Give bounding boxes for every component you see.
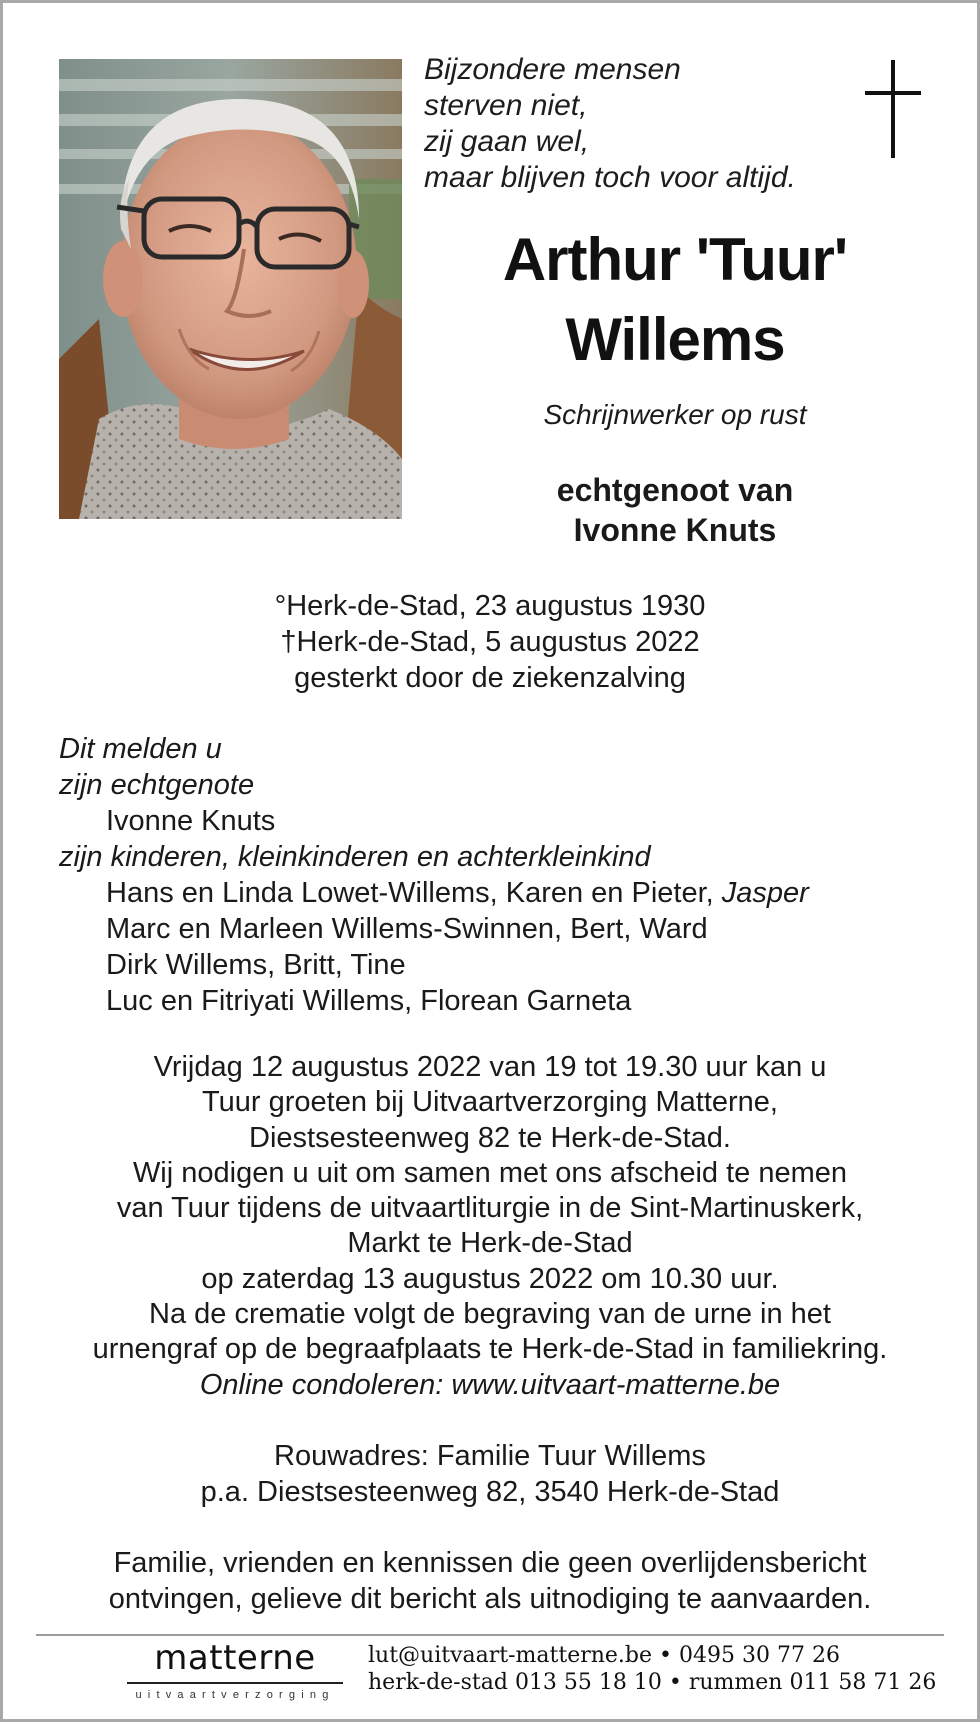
- family-spouse-name: Ivonne Knuts: [106, 805, 276, 837]
- logo-wordmark: matterne: [154, 1638, 316, 1678]
- name-line-2: Willems: [565, 306, 785, 373]
- deceased-name: [440, 220, 910, 380]
- dates: [0, 588, 980, 696]
- name-line-1: Arthur 'Tuur': [502, 226, 848, 293]
- family-child-row: Luc en Fitriyati Willems, Florean Garneta: [106, 985, 632, 1017]
- contact-line-1[interactable]: lut@uitvaart-matterne.be • 0495 30 77 26: [368, 1643, 840, 1668]
- cross-icon: [865, 60, 921, 160]
- contact-line-2[interactable]: herk-de-stad 013 55 18 10 • rummen 011 58 71 26: [368, 1670, 937, 1695]
- spouse-label: echtgenoot van: [556, 472, 794, 508]
- spouse-name: Ivonne Knuts: [573, 512, 777, 548]
- ceremony-line: Tuur groeten bij Uitvaartverzorging Matterne,: [202, 1086, 778, 1119]
- portrait-illustration: [59, 59, 402, 519]
- notice-line-2: ontvingen, gelieve dit bericht als uitnodiging te aanvaarden.: [108, 1583, 872, 1615]
- logo-underline: [127, 1682, 343, 1684]
- ceremony-line: Wij nodigen u uit om samen met ons afscheid te nemen: [132, 1156, 848, 1189]
- child-1-main: Hans en Linda Lowet-Willems, Karen en Pieter,: [106, 877, 722, 909]
- poem-line: maar blijven toch voor altijd.: [424, 161, 796, 194]
- ceremony-info: [0, 1050, 980, 1403]
- family-children-label: zijn kinderen, kleinkinderen en achterkleinkind: [59, 841, 651, 873]
- child-1-great: Jasper: [721, 877, 809, 909]
- family-child-row: Marc en Marleen Willems-Swinnen, Bert, Ward: [106, 913, 708, 945]
- invitation-notice: [0, 1545, 980, 1617]
- ceremony-line: op zaterdag 13 augustus 2022 om 10.30 uur.: [201, 1262, 779, 1295]
- notice-line-1: Familie, vrienden en kennissen die geen overlijdensbericht: [113, 1547, 867, 1579]
- portrait-photo: [59, 59, 402, 519]
- online-condolence-link[interactable]: Online condoleren: www.uitvaart-matterne.be: [199, 1368, 781, 1401]
- death-line: †Herk-de-Stad, 5 augustus 2022: [280, 626, 700, 658]
- spouse: [440, 470, 910, 550]
- sacrament-line: gesterkt door de ziekenzalving: [294, 662, 686, 694]
- poem-line: zij gaan wel,: [424, 125, 590, 158]
- ceremony-line: Vrijdag 12 augustus 2022 van 19 tot 19.30 uur kan u: [153, 1051, 827, 1083]
- family-child-row: Dirk Willems, Britt, Tine: [106, 949, 406, 981]
- funeral-home-logo: [125, 1636, 345, 1702]
- family-intro: Dit melden u: [59, 733, 222, 765]
- ceremony-line: Markt te Herk-de-Stad: [347, 1227, 633, 1260]
- ceremony-line: urnengraf op de begraafplaats te Herk-de-Stad in familiekring.: [92, 1333, 888, 1366]
- address-line-1: Rouwadres: Familie Tuur Willems: [274, 1440, 706, 1472]
- family-announcement: [59, 731, 959, 1019]
- poem: [424, 52, 844, 196]
- ceremony-line: Na de crematie volgt de begraving van de urne in het: [149, 1298, 831, 1331]
- mourning-address: [0, 1438, 980, 1510]
- profession: Schrijnwerker op rust: [543, 399, 807, 430]
- funeral-home-contact: [368, 1642, 937, 1696]
- logo-subtitle: uitvaartverzorging: [135, 1689, 335, 1701]
- ceremony-line: Diestsesteenweg 82 te Herk-de-Stad.: [249, 1121, 731, 1154]
- address-line-2: p.a. Diestsesteenweg 82, 3540 Herk-de-Stad: [200, 1476, 780, 1508]
- ceremony-line: van Tuur tijdens de uitvaartliturgie in de Sint-Martinuskerk,: [116, 1192, 864, 1225]
- poem-line: Bijzondere mensen: [424, 53, 681, 86]
- birth-line: °Herk-de-Stad, 23 augustus 1930: [274, 590, 706, 622]
- family-child-row: [59, 875, 959, 911]
- family-spouse-label: zijn echtgenote: [59, 769, 255, 801]
- poem-line: sterven niet,: [424, 89, 588, 122]
